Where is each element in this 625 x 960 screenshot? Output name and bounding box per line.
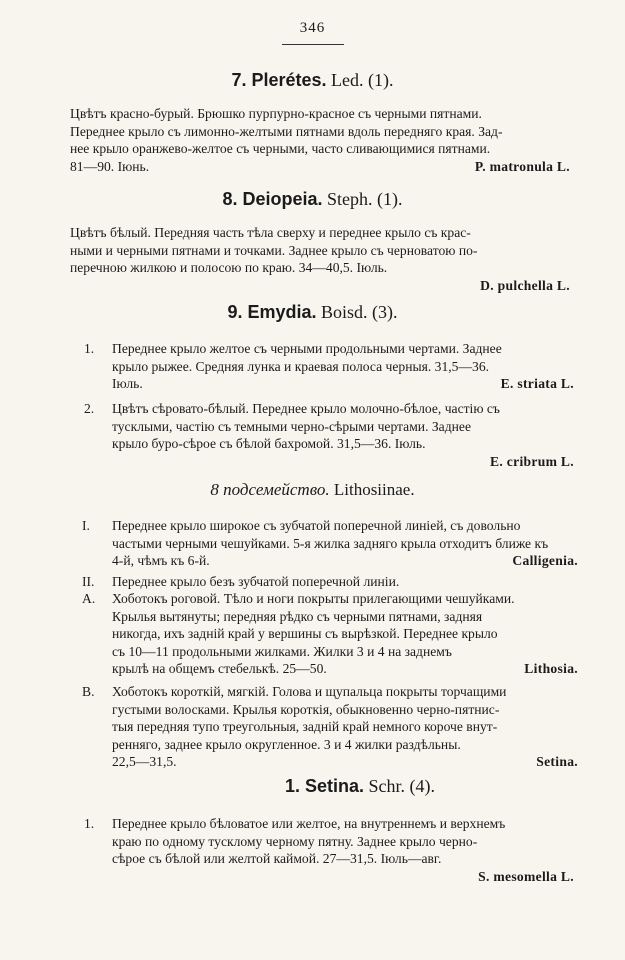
text-line: Переднее крыло съ лимонно-желтыми пятнами вдоль передняго края. Зад- — [70, 123, 503, 139]
page-number-rule — [282, 44, 344, 45]
item-number: 1. — [84, 816, 95, 831]
key-entry-calligenia — [112, 517, 578, 570]
text-line-last — [112, 753, 578, 771]
text-line: краю по одному тусклому черному пятну. Заднее крыло черно- — [112, 833, 478, 849]
genus-heading-deiopeia — [0, 189, 625, 210]
text-line-content: Іюль. — [112, 376, 143, 391]
text-line: Цвѣтъ красно-бурый. Брюшко пурпурно-красное съ черными пятнами. — [70, 106, 482, 121]
genus-heading-emydia — [0, 302, 625, 323]
genus-heading-setina — [110, 776, 610, 797]
text-line-last — [112, 868, 574, 886]
text-line: Цвѣтъ бѣлый. Передняя часть тѣла сверху и переднее крыло съ крас- — [70, 225, 471, 240]
text-line-content: 81—90. Іюнь. — [70, 158, 150, 174]
text-line: перечною жилкою и полосою по краю. 34—40,5. Іюль. — [70, 260, 388, 275]
genus-result: Calligenia. — [512, 553, 578, 568]
species-name: E. cribrum L. — [490, 453, 574, 469]
genus-name: 9. Emydia. — [227, 302, 317, 322]
key-number: II. — [82, 574, 95, 589]
description-emydia-striata — [112, 340, 574, 393]
text-line-last — [112, 552, 578, 570]
text-line-last — [112, 375, 574, 393]
text-line: Хоботокъ роговой. Тѣло и ноги покрыты прилегающими чешуйками. — [112, 591, 515, 606]
species-name: E. striata L. — [500, 376, 574, 391]
description-setina-mesomella — [112, 815, 574, 885]
species-name: P. matronula L. — [474, 158, 570, 174]
text-line: Переднее крыло безъ зубчатой поперечной линіи. — [112, 574, 400, 589]
text-line: Переднее крыло желтое съ черными продольными чертами. Заднее — [112, 341, 502, 356]
text-line: тусклыми, частію съ темными черно-сѣрыми чертами. Заднее — [112, 418, 471, 434]
text-line: тыя передняя тупо треугольныя, задній край немного короче внут- — [112, 719, 498, 734]
genus-name: 7. Plerétes. — [231, 70, 327, 90]
text-line: Цвѣтъ сѣровато-бѣлый. Переднее крыло молочно-бѣлое, частію съ — [112, 401, 500, 416]
text-line: никогда, ихъ задній край у вершины съ вырѣзкой. Переднее крыло — [112, 626, 498, 641]
text-line: частыми черными чешуйками. 5-я жилка задняго крыла отходитъ ближе къ — [112, 535, 549, 551]
text-line-last — [112, 453, 574, 471]
genus-result: Setina. — [536, 754, 578, 769]
text-line: Переднее крыло бѣловатое или желтое, на внутреннемъ и верхнемъ — [112, 816, 506, 831]
genus-heading-pleretes — [0, 70, 625, 91]
genus-author: Steph. (1). — [327, 189, 403, 209]
text-line-last — [112, 660, 578, 678]
description-deiopeia — [70, 224, 570, 294]
text-line-content: 22,5—31,5. — [112, 754, 177, 769]
item-number: 2. — [84, 401, 95, 416]
species-name: D. pulchella L. — [480, 277, 570, 293]
text-line-content: крылѣ на общемъ стебелькѣ. 25—50. — [112, 661, 327, 676]
text-line-last — [70, 277, 570, 295]
key-entry-setina — [112, 683, 578, 771]
genus-name: 8. Deiopeia. — [222, 189, 323, 209]
text-line: Переднее крыло широкое съ зубчатой поперечной линіей, съ довольно — [112, 518, 521, 533]
text-line: сѣрое съ бѣлой или желтой каймой. 27—31,5. Іюль—авг. — [112, 851, 442, 866]
text-line: Крылья вытянуты; передняя рѣдко съ черными пятнами, задняя — [112, 608, 483, 624]
text-line: нее крыло оранжево-желтое съ черными, часто сливающимися пятнами. — [70, 141, 491, 156]
genus-author: Schr. (4). — [368, 776, 436, 796]
text-line: ренняго, заднее крыло округленное. 3 и 4 жилки раздѣльны. — [112, 736, 461, 752]
species-name: S. mesomella L. — [478, 868, 574, 884]
key-entry-ii — [112, 573, 578, 591]
description-emydia-cribrum — [112, 400, 574, 470]
genus-author: Boisd. (3). — [321, 302, 398, 322]
text-line-content: 4-й, чѣмъ къ 6-й. — [112, 553, 210, 568]
text-line: Хоботокъ короткій, мягкій. Голова и щупальца покрыты торчащими — [112, 684, 507, 699]
key-number: A. — [82, 591, 96, 606]
key-entry-lithosia — [112, 590, 578, 678]
description-pleretes — [70, 105, 570, 175]
text-line: густыми волосками. Крылья короткія, обыкновенно черно-пятнис- — [112, 701, 500, 717]
subfamily-name: Lithosiinae. — [333, 480, 415, 499]
subfamily-heading — [0, 480, 625, 500]
text-line: крыло буро-сѣрое съ бѣлой бахромой. 31,5—36. Іюль. — [112, 436, 426, 451]
page-number: 346 — [299, 20, 326, 36]
text-line-last — [70, 158, 570, 176]
text-line: крыло рыжее. Средняя лунка и краевая полоса черныя. 31,5—36. — [112, 358, 490, 374]
item-number: 1. — [84, 341, 95, 356]
genus-result: Lithosia. — [524, 661, 578, 676]
text-line: ными и черными пятнами и точками. Заднее крыло съ черноватою по- — [70, 242, 478, 258]
key-number: I. — [82, 518, 90, 533]
text-line: съ 10—11 продольными жилками. Жилки 3 и 4 на заднемъ — [112, 643, 452, 659]
genus-name: 1. Setina. — [284, 776, 365, 796]
genus-author: Led. (1). — [331, 70, 394, 90]
key-number: B. — [82, 684, 95, 699]
subfamily-label: 8 подсемейство. — [210, 480, 330, 499]
